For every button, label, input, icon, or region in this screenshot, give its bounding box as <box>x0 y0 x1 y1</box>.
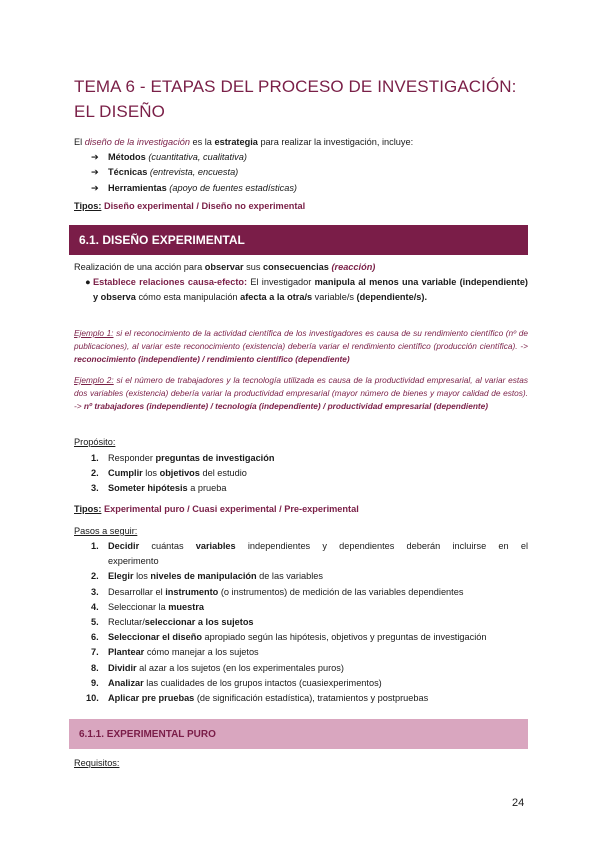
example-text: si el número de trabajadores y la tecnología utilizada es causa de la productividad empresarial, al variar estas dos variables (existencia) debería variar la productividad empresarial (mayor número de bienes y mayor calidad de estos). -> <box>74 375 528 412</box>
include-label: Herramientas <box>108 182 167 193</box>
item-bold: muestra <box>168 601 205 612</box>
bullet-text: variable/s <box>312 291 357 302</box>
item-text: las cualidades de los grupos intactos (cuasiexperimentos) <box>143 677 382 688</box>
bullet-text: manipula al menos una variable <box>314 277 457 287</box>
types-label: Tipos: <box>74 504 102 514</box>
item-number: 5. <box>91 617 99 628</box>
list-item <box>91 451 528 466</box>
bullet-text: El investigador <box>247 277 315 287</box>
steps-label: Pasos a seguir: <box>74 526 138 536</box>
item-bold: objetivos <box>159 468 200 479</box>
item-bold: Aplicar pre pruebas <box>108 693 195 704</box>
intro-pre: El <box>74 137 85 147</box>
item-number: 1. <box>91 453 99 463</box>
example-1 <box>74 327 528 367</box>
item-number: 2. <box>91 468 99 479</box>
include-label: Técnicas <box>108 167 148 178</box>
requirements-label: Requisitos: <box>74 758 120 768</box>
item-number: 2. <box>91 571 99 582</box>
item-bold: Dividir <box>108 662 137 673</box>
item-number: 6. <box>91 632 99 643</box>
types-line-2 <box>74 503 359 516</box>
item-text: Responder <box>108 453 156 463</box>
list-item <box>91 676 528 691</box>
realization-observe: observar <box>204 262 244 272</box>
item-bold: Elegir <box>108 571 134 582</box>
include-label: Métodos <box>108 152 146 162</box>
list-item <box>91 466 528 481</box>
list-item <box>86 691 528 706</box>
example-2 <box>74 374 528 414</box>
example-text: si el reconocimiento de la actividad científica de los investigadores es causa de su rendimiento científico (nº de publicaciones), al variar este reconocimiento (existencia) debería variar el rendimiento científico (producción científica). -> <box>74 328 529 352</box>
item-text: los <box>142 468 160 479</box>
steps-list <box>86 539 528 706</box>
item-bold: Someter hipótesis <box>108 483 188 494</box>
item-bold: instrumento <box>165 586 219 597</box>
item-text: al azar a los sujetos (en los experimentales puros) <box>136 662 344 673</box>
realization-mid: sus <box>243 262 263 272</box>
item-text: los <box>133 571 151 582</box>
example-conclusion: reconocimiento (independiente) / rendimiento científico (dependiente) <box>74 354 350 365</box>
realization-consequences: consecuencias <box>263 262 329 272</box>
item-number: 8. <box>91 662 99 673</box>
include-detail: (cuantitativa, cualitativa) <box>148 152 247 162</box>
item-bold: Decidir <box>108 541 140 551</box>
list-item <box>91 600 528 615</box>
intro-term: diseño de la investigación <box>84 137 190 147</box>
item-bold: Plantear <box>108 647 145 658</box>
list-item <box>91 150 297 165</box>
item-text: de las variables <box>256 571 323 582</box>
item-bold: preguntas de investigación <box>155 453 275 463</box>
realization-pre: Realización de una acción para <box>74 262 205 272</box>
bullet-text: (dependiente/s). <box>356 291 427 302</box>
item-text: cómo manejar a los sujetos <box>144 647 259 658</box>
item-text: Seleccionar la <box>108 601 169 612</box>
item-number: 4. <box>91 601 99 612</box>
purpose-label: Propósito: <box>74 437 116 447</box>
item-text: (o instrumentos) de medición de las variables dependientes <box>218 586 464 597</box>
item-text: cuántas <box>139 541 196 551</box>
item-bold: seleccionar a los sujetos <box>144 617 254 628</box>
item-text: Reclutar/ <box>108 617 145 628</box>
item-text: apropiado según las hipótesis, objetivos y preguntas de investigación <box>201 632 487 643</box>
item-number: 3. <box>91 586 99 597</box>
include-detail: (entrevista, encuesta) <box>149 167 239 178</box>
realization-reaction: (reacción) <box>331 262 376 272</box>
purpose-list <box>91 451 528 497</box>
section-heading-6-1-1: 6.1.1. EXPERIMENTAL PURO <box>69 719 528 749</box>
includes-list <box>91 150 297 196</box>
intro-paragraph <box>74 136 413 149</box>
example-label: Ejemplo 1: <box>74 328 114 338</box>
arrow-icon: ➔ <box>91 182 99 193</box>
item-number: 10. <box>86 693 99 704</box>
bullet-icon: ● <box>85 277 91 287</box>
intro-strategy: estrategia <box>214 137 258 147</box>
list-item <box>91 615 528 630</box>
item-text: independientes y dependientes deberán incluirse en el experimento <box>108 541 528 567</box>
item-text: (de significación estadística), tratamientos y postpruebas <box>194 693 429 704</box>
list-item <box>91 585 528 600</box>
include-detail: (apoyo de fuentes estadísticas) <box>169 182 297 193</box>
item-bold: variables <box>195 541 236 551</box>
item-bold: niveles de manipulación <box>150 571 257 582</box>
arrow-icon: ➔ <box>91 167 99 178</box>
types-label: Tipos: <box>74 201 102 211</box>
list-item <box>91 181 297 196</box>
list-item <box>91 165 297 180</box>
page-number: 24 <box>512 797 525 809</box>
item-number: 9. <box>91 677 99 688</box>
example-label: Ejemplo 2: <box>74 375 114 385</box>
item-text: a prueba <box>187 483 227 494</box>
item-bold: Seleccionar el diseño <box>108 632 202 643</box>
page-title: TEMA 6 - ETAPAS DEL PROCESO DE INVESTIGACIÓN: EL DISEÑO <box>74 77 517 121</box>
intro-mid: es la <box>189 137 215 147</box>
list-item <box>91 539 528 569</box>
list-item <box>91 630 528 645</box>
bullet-lead: Establece relaciones causa-efecto: <box>93 277 248 287</box>
bullet-text: cómo esta manipulación <box>135 291 241 302</box>
list-item <box>91 661 528 676</box>
types-value: Experimental puro / Cuasi experimental / Pre-experimental <box>103 504 359 514</box>
example-conclusion: nº trabajadores (independiente) / tecnología (independiente) / productividad empresarial (dependiente) <box>83 401 489 412</box>
section-heading-6-1: 6.1. DISEÑO EXPERIMENTAL <box>69 225 528 255</box>
types-line-1 <box>74 200 305 213</box>
cause-effect-bullet <box>74 275 528 304</box>
item-number: 1. <box>91 541 99 551</box>
item-number: 7. <box>91 647 99 658</box>
arrow-icon: ➔ <box>91 152 99 162</box>
list-item <box>91 569 528 584</box>
item-text: del estudio <box>199 468 247 479</box>
item-text: Desarrollar el <box>108 586 166 597</box>
intro-post: para realizar la investigación, incluye: <box>257 137 414 147</box>
list-item <box>91 645 528 660</box>
item-bold: Analizar <box>108 677 144 688</box>
bullet-text: (independiente) y observa <box>93 277 528 302</box>
bullet-text: afecta a la otra/s <box>240 291 313 302</box>
realization-paragraph <box>74 261 375 274</box>
list-item <box>91 481 528 496</box>
item-bold: Cumplir <box>108 468 143 479</box>
types-value: Diseño experimental / Diseño no experimental <box>103 201 306 211</box>
item-number: 3. <box>91 483 99 494</box>
